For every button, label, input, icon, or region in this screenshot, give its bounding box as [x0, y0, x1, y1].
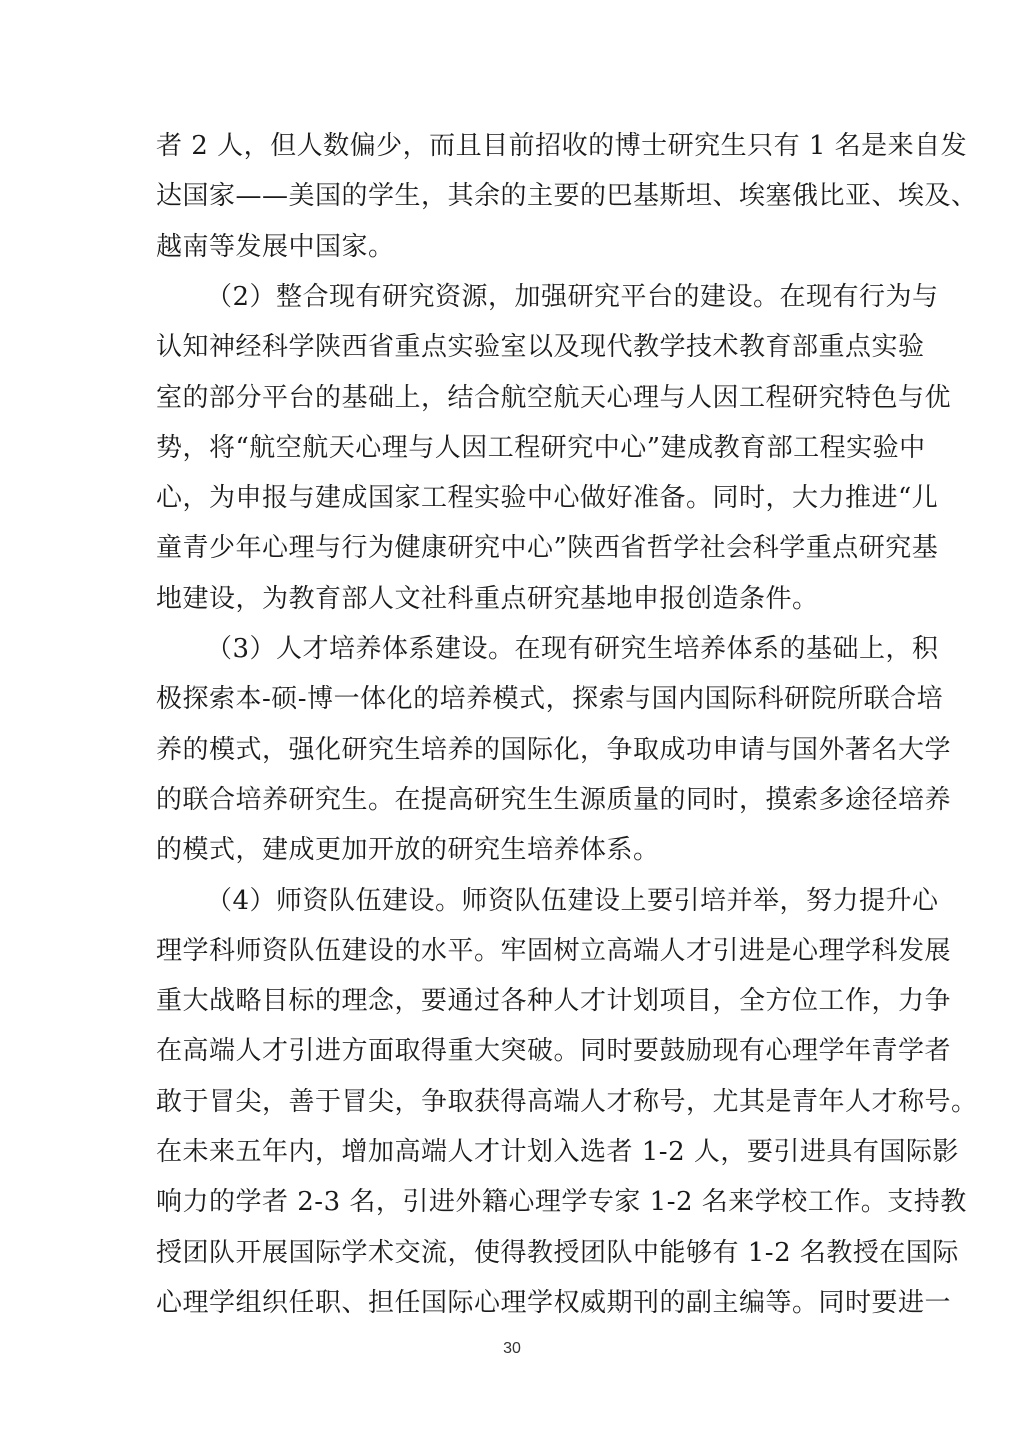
paragraph-heading-2: （2）整合现有研究资源，加强研究平台的建设。在现有行为与 — [206, 281, 939, 312]
text-line: 极探索本-硕-博一体化的培养模式，探索与国内国际科研院所联合培 — [156, 684, 944, 715]
paragraph-heading-3: （3）人才培养体系建设。在现有研究生培养体系的基础上，积 — [206, 634, 939, 664]
text-line: 响力的学者 2-3 名，引进外籍心理学专家 1-2 名来学校工作。支持教 — [156, 1187, 967, 1218]
text-line: 重大战略目标的理念，要通过各种人才计划项目，全方位工作，力争 — [156, 986, 952, 1017]
text-line: 理学科师资队伍建设的水平。牢固树立高端人才引进是心理学科发展 — [156, 935, 952, 966]
text-line: 在未来五年内，增加高端人才计划入选者 1-2 人，要引进具有国际影 — [156, 1137, 959, 1167]
text-line: 养的模式，强化研究生培养的国际化，争取成功申请与国外著名大学 — [156, 734, 952, 765]
text-line: 越南等发展中国家。 — [156, 231, 395, 262]
text-line: 室的部分平台的基础上，结合航空航天心理与人因工程研究特色与优 — [156, 382, 952, 413]
paragraph-heading-4: （4）师资队伍建设。师资队伍建设上要引培并举，努力提升心 — [206, 885, 939, 916]
text-line: 童青少年心理与行为健康研究中心”陕西省哲学社会科学重点研究基 — [156, 533, 939, 564]
text-line: 者 2 人，但人数偏少，而且目前招收的博士研究生只有 1 名是来自发 — [156, 131, 968, 161]
text-line: 的模式，建成更加开放的研究生培养体系。 — [156, 835, 660, 866]
text-line: 势，将“航空航天心理与人因工程研究中心”建成教育部工程实验中 — [156, 432, 926, 463]
page-number: 30 — [503, 1340, 521, 1357]
text-line: 认知神经科学陕西省重点实验室以及现代教学技术教育部重点实验 — [156, 332, 925, 363]
text-line: 授团队开展国际学术交流，使得教授团队中能够有 1-2 名教授在国际 — [156, 1237, 959, 1268]
text-line: 的联合培养研究生。在提高研究生生源质量的同时，摸索多途径培养 — [156, 784, 952, 815]
text-line: 在高端人才引进方面取得重大突破。同时要鼓励现有心理学年青学者 — [156, 1036, 952, 1067]
text-line: 心，为申报与建成国家工程实验中心做好准备。同时，大力推进“儿 — [156, 483, 939, 514]
text-line: 地建设，为教育部人文社科重点研究基地申报创造条件。 — [156, 583, 819, 614]
text-line: 敢于冒尖，善于冒尖，争取获得高端人才称号，尤其是青年人才称号。 — [156, 1086, 978, 1117]
text-line: 达国家——美国的学生，其余的主要的巴基斯坦、埃塞俄比亚、埃及、 — [156, 181, 978, 212]
text-line: 心理学组织任职、担任国际心理学权威期刊的副主编等。同时要进一 — [156, 1287, 952, 1318]
